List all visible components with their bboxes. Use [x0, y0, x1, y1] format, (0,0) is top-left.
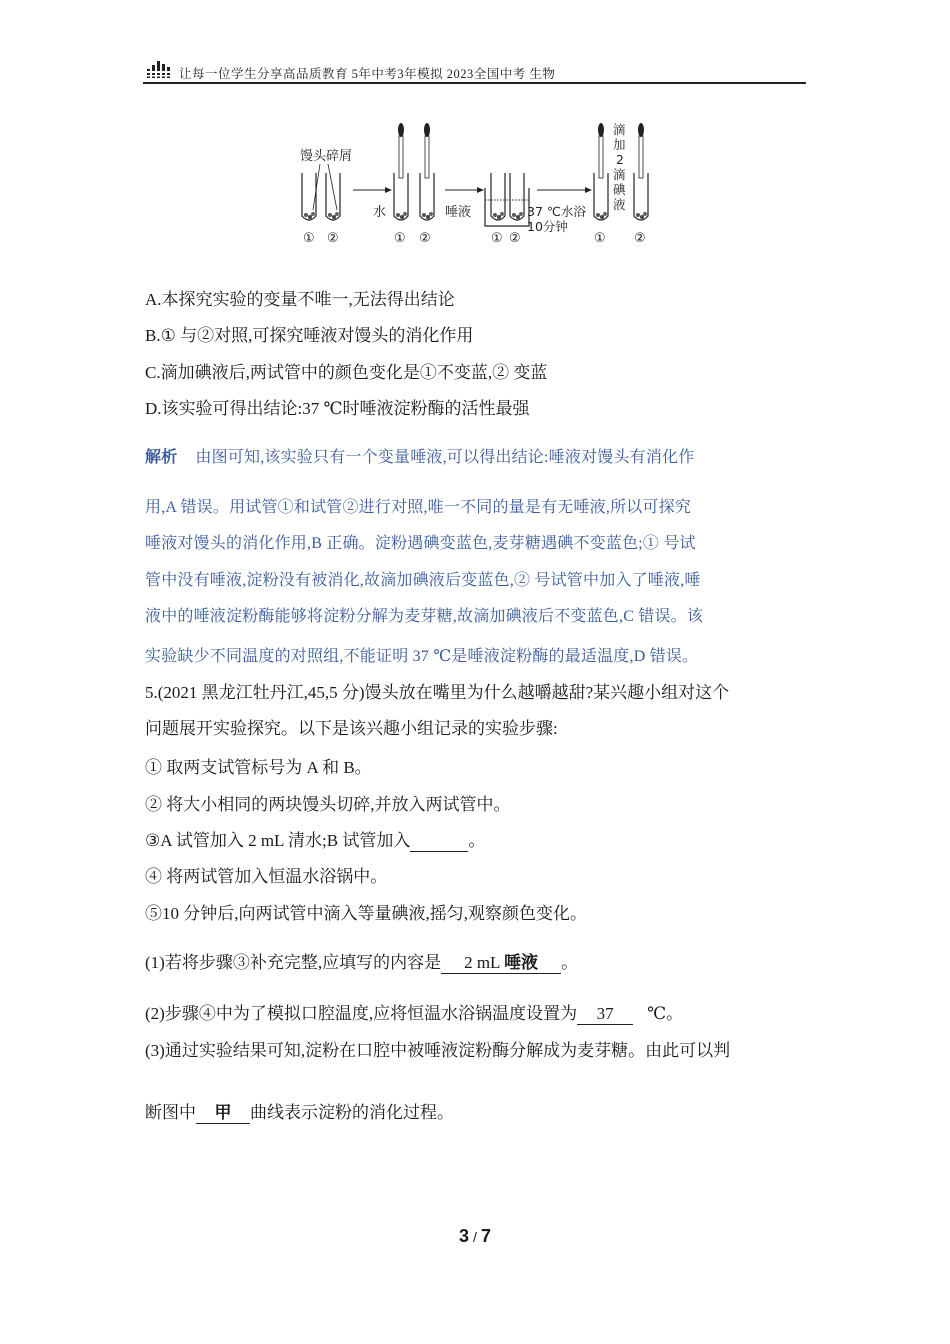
q5-line-1: 5.(2021 黑龙江牡丹江,45,5 分)馒头放在嘴里为什么越嚼越甜?某兴趣小组对这个	[145, 683, 730, 702]
header-title: 让每一位学生分享高品质教育 5年中考3年模拟 2023全国中考 生物	[179, 67, 556, 81]
label-bath-1: 37 ℃水浴	[527, 204, 586, 219]
label-iodine	[613, 122, 626, 212]
label-saliva: 唾液	[445, 205, 472, 220]
sub2-answer: 37	[577, 1004, 633, 1025]
stage1-tubes	[302, 173, 340, 246]
analysis-line-2: 用,A 错误。用试管①和试管②进行对照,唯一不同的量是有无唾液,所以可探究	[145, 499, 692, 516]
svg-text:①: ①	[491, 231, 503, 246]
label-mantou: 馒头碎屑	[300, 149, 353, 164]
q5-step-4: ④ 将两试管加入恒温水浴锅中。	[145, 867, 388, 886]
q5-step-5: ⑤10 分钟后,向两试管中滴入等量碘液,摇匀,观察颜色变化。	[145, 904, 587, 923]
q5-line-2: 问题展开实验探究。以下是该兴趣小组记录的实验步骤:	[145, 719, 558, 738]
logo-icon	[146, 58, 172, 80]
header-rule	[143, 82, 806, 84]
sub1-answer: 2 mL 唾液	[441, 948, 561, 974]
option-c: C.滴加碘液后,两试管中的颜色变化是①不变蓝,② 变蓝	[145, 363, 548, 382]
analysis-line-5: 液中的唾液淀粉酶能够将淀粉分解为麦芽糖,故滴加碘液后不变蓝色,C 错误。该	[145, 608, 704, 625]
svg-text:①: ①	[594, 231, 606, 246]
option-b: B.① 与②对照,可探究唾液对馒头的消化作用	[145, 326, 474, 345]
page-header	[143, 56, 806, 84]
svg-text:②: ②	[634, 231, 646, 246]
page-number: 3 / 7	[459, 1226, 491, 1246]
stage3-bath	[485, 173, 529, 246]
analysis-line-4: 管中没有唾液,淀粉没有被消化,故滴加碘液后变蓝色,② 号试管中加入了唾液,唾	[145, 572, 701, 589]
q5-step-2: ② 将大小相同的两块馒头切碎,并放入两试管中。	[145, 795, 511, 814]
q5-sub-2: (2)步骤④中为了模拟口腔温度,应将恒温水浴锅温度设置为 37 ℃。	[145, 1004, 684, 1023]
option-a: A.本探究实验的变量不唯一,无法得出结论	[145, 290, 455, 309]
experiment-figure	[295, 118, 660, 253]
q5-sub-3-line-1: (3)通过实验结果可知,淀粉在口腔中被唾液淀粉酶分解成为麦芽糖。由此可以判	[145, 1041, 731, 1060]
option-d: D.该实验可得出结论:37 ℃时唾液淀粉酶的活性最强	[145, 399, 530, 418]
svg-text:滴: 滴	[613, 167, 626, 182]
sub3-answer: 甲	[196, 1098, 250, 1124]
q5-step-1: ① 取两支试管标号为 A 和 B。	[145, 758, 372, 777]
svg-text:液: 液	[613, 197, 626, 212]
step3-blank	[410, 831, 468, 852]
analysis-line-1: 解析 由图可知,该实验只有一个变量唾液,可以得出结论:唾液对馒头有消化作	[145, 449, 695, 466]
svg-text:①: ①	[394, 231, 406, 246]
analysis-line-3: 唾液对馒头的消化作用,B 正确。淀粉遇碘变蓝色,麦芽糖遇碘不变蓝色;① 号试	[145, 535, 696, 552]
svg-text:滴: 滴	[613, 122, 626, 137]
svg-text:加: 加	[613, 137, 626, 152]
stage2-tubes	[394, 123, 434, 246]
tube1-label: ①	[303, 231, 315, 246]
svg-text:②: ②	[419, 231, 431, 246]
analysis-label: 解析	[145, 449, 178, 466]
q5-sub-3-line-2: 断图中 甲 曲线表示淀粉的消化过程。	[145, 1098, 454, 1124]
label-bath-2: 10分钟	[527, 219, 568, 234]
analysis-line-6: 实验缺少不同温度的对照组,不能证明 37 ℃是唾液淀粉酶的最适温度,D 错误。	[145, 648, 699, 665]
q5-step-3: ③A 试管加入 2 mL 清水;B 试管加入 。	[145, 831, 486, 850]
q5-sub-1: (1)若将步骤③补充完整,应填写的内容是 2 mL 唾液 。	[145, 948, 578, 974]
svg-text:碘: 碘	[613, 182, 626, 197]
label-water: 水	[373, 205, 387, 220]
svg-text:2: 2	[616, 152, 624, 167]
tube2-label: ②	[327, 231, 339, 246]
svg-text:②: ②	[509, 231, 521, 246]
